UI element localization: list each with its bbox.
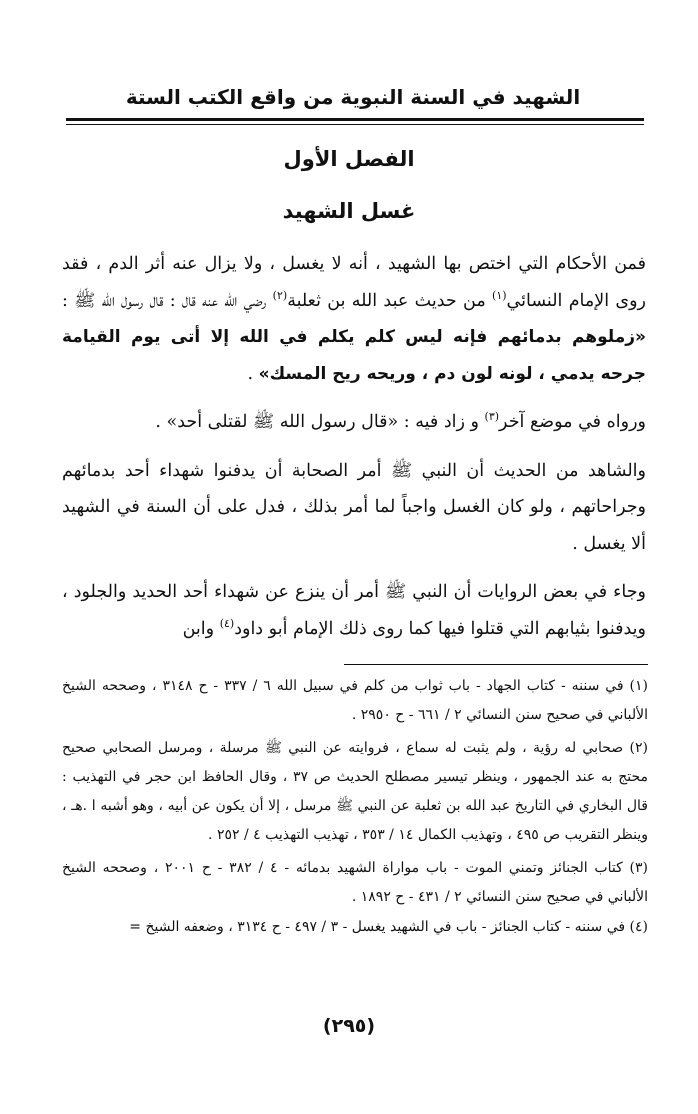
footnote-3: (٣) كتاب الجنائز وتمني الموت - باب مواراة الشهيد بدمائه - ٤ / ٣٨٢ - ح ٢٠٠١ ، وصححه الشيخ الألباني في صحيح سنن النسائي ٢ / ٤٣١ - ح ١٨٩٢ .: [62, 860, 648, 905]
header-rule-thin: [66, 124, 644, 125]
paragraph-4: وجاء في بعض الروايات أن النبي ﷺ أمر أن ينزع عن شهداء أحد الحديد والجلود ، ويدفنوا بثيابهم التي قتلوا فيها كما روى ذلك الإمام أبو داود$^{(٤)}$ وابن: [62, 582, 646, 639]
footnote-ref-1[interactable]: (١): [492, 288, 507, 302]
footnote-ref-4[interactable]: (٤): [219, 616, 235, 630]
section-title: غسل الشهيد: [282, 199, 416, 223]
running-head: الشهيد في السنة النبوية من واقع الكتب الستة: [125, 85, 581, 109]
hadith-quote: «زملوهم بدمائهم فإنه ليس كلم يكلم في الله إلا أتى يوم القيامة جرحه يدمي ، لونه لون دم ، وريحه ريح المسك»: [62, 327, 646, 384]
footnote-1: (١) في سننه - كتاب الجهاد - باب ثواب من كلم في سبيل الله ٦ / ٣٣٧ - ح ٣١٤٨ ، وصححه الشيخ الألباني في صحيح سنن النسائي ٢ / ٦٦١ - ح ٢٩٥٠ .: [62, 678, 648, 723]
footnotes: [62, 672, 648, 943]
body-text: [62, 246, 646, 647]
paragraph-1: فمن الأحكام التي اختص بها الشهيد ، أنه لا يغسل ، ولا يزال عنه أثر الدم ، فقد روى الإمام النسائي$^{(١)}$ من حديث عبد الله بن ثعلبة$^{(٢)}$ رضي الله عنه قال : قال رسول الله ﷺ : «زملوهم بدمائهم فإنه ليس كلم يكلم في الله إلا أتى يوم القيامة جرحه يدمي ، لونه لون دم ، وريحه ريح المسك» .: [62, 254, 646, 384]
header-rule-thick: [66, 118, 644, 121]
paragraph-2: ورواه في موضع آخر$^{(٣)}$ و زاد فيه : «قال رسول الله ﷺ لقتلى أحد» .: [155, 410, 646, 432]
footnote-2: (٢) صحابي له رؤية ، ولم يثبت له سماع ، فروايته عن النبي ﷺ مرسلة ، ومرسل الصحابي صحيح محتج به عند الجمهور ، وينظر تيسير مصطلح الحديث ص ٣٧ ، وقال الحافظ ابن حجر في التهذيب : قال البخاري في التاريخ عبد الله بن ثعلبة عن النبي ﷺ مرسل ، إلا أن يكون عن أبيه ، وهو أشبه ا .هـ ، وينظر التقريب ص ٤٩٥ ، وتهذيب الكمال ١٤ / ٣٥٣ ، تهذيب التهذيب ٤ / ٢٥٢ .: [62, 740, 648, 843]
footnote-separator: [344, 664, 648, 665]
chapter-title: الفصل الأول: [283, 147, 415, 171]
footnote-ref-2[interactable]: (٢): [272, 288, 288, 302]
paragraph-3: والشاهد من الحديث أن النبي ﷺ أمر الصحابة أن يدفنوا شهداء أحد بدمائهم وجراحاتهم ، ولو كان الغسل واجباً لما أمر بذلك ، فدل على أن السنة في الشهيد ألا يغسل .: [62, 460, 646, 554]
footnote-ref-3[interactable]: (٣): [484, 410, 500, 424]
page-number: (٢٩٥): [322, 1015, 376, 1037]
footnote-4: (٤) في سننه - كتاب الجنائز - باب في الشهيد يغسل - ٣ / ٤٩٧ - ح ٣١٣٤ ، وضعفه الشيخ =: [129, 919, 648, 935]
